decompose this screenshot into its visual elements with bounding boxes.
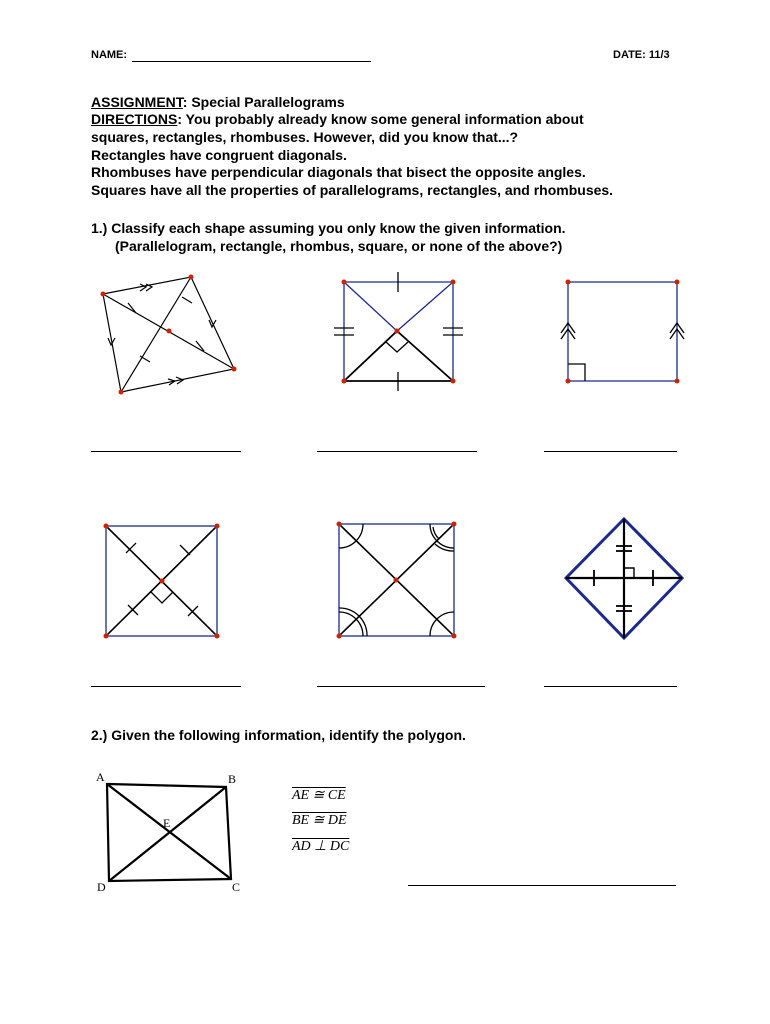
given-1 <box>292 787 346 804</box>
shape-6-rhombus <box>566 519 682 638</box>
directions-text-1: : You probably already know some general information about <box>177 111 584 127</box>
directions-line-5: Squares have all the properties of parallelograms, rectangles, and rhombuses. <box>91 182 614 198</box>
question-1-prompt: 1.) Classify each shape assuming you only know the given information. <box>91 220 566 236</box>
given-3 <box>292 838 349 855</box>
question-1-options: (Parallelogram, rectangle, rhombus, square, or none of the above?) <box>115 238 563 254</box>
vertex-label-e: E <box>163 816 171 830</box>
question-2-rectangle <box>107 784 231 881</box>
question-2-prompt: 2.) Given the following information, identify the polygon. <box>91 727 466 743</box>
given-3-text: AD ⊥ DC <box>292 839 350 854</box>
vertex-label-c: C <box>232 880 241 894</box>
directions-line-3: Rectangles have congruent diagonals. <box>91 147 347 163</box>
given-2 <box>292 812 347 829</box>
date-label: DATE: 11/3 <box>613 49 670 61</box>
shape-3-points <box>566 280 680 384</box>
given-2-text: BE ≅ DE <box>292 813 347 828</box>
directions-line-2: squares, rectangles, rhombuses. However, did you know that...? <box>91 129 519 145</box>
shape-1-quadrilateral <box>103 277 234 392</box>
vertex-label-b: B <box>228 772 237 786</box>
assignment-label: ASSIGNMENT <box>91 94 183 110</box>
directions-line-4: Rhombuses have perpendicular diagonals that bisect the opposite angles. <box>91 164 586 180</box>
vertex-label-d: D <box>97 880 106 894</box>
assignment-topic: : Special Parallelograms <box>182 94 345 110</box>
vertex-label-a: A <box>96 770 105 784</box>
shape-1-points <box>101 275 237 395</box>
name-label: NAME: <box>91 49 128 61</box>
directions-label: DIRECTIONS <box>91 111 178 127</box>
given-1-text: AE ≅ CE <box>292 788 346 803</box>
shape-3-rectangle <box>561 282 684 381</box>
